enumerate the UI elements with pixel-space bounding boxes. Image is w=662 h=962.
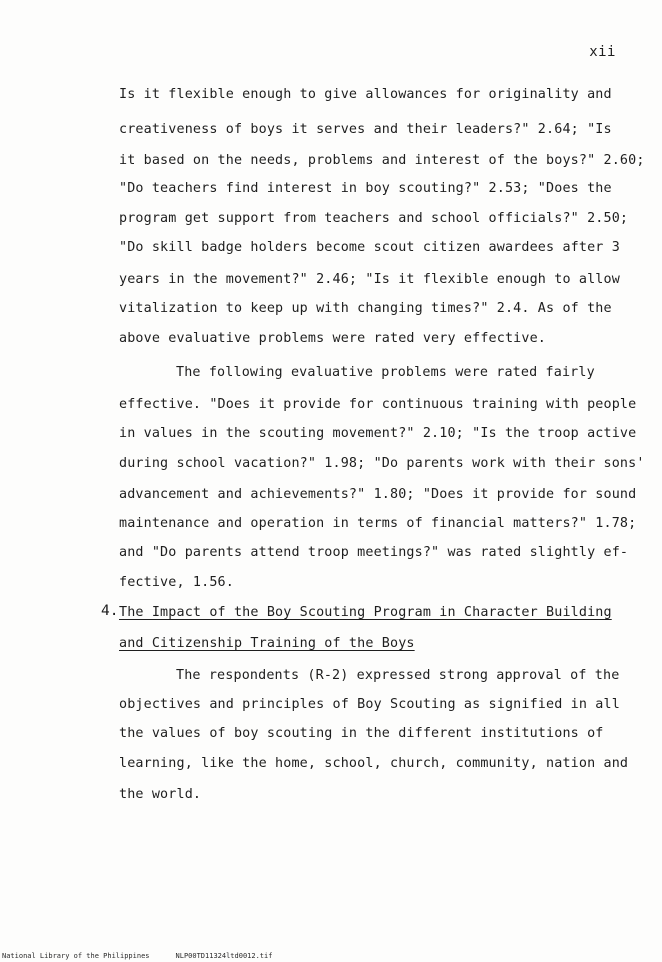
section-heading-line-1: The Impact of the Boy Scouting Program in Character Building bbox=[119, 605, 612, 620]
paragraph-line: effective. "Does it provide for continuous training with people bbox=[119, 397, 637, 412]
paragraph-line: "Do skill badge holders become scout citizen awardees after 3 bbox=[119, 240, 620, 255]
section-number: 4. bbox=[101, 603, 119, 619]
library-credit: National Library of the Philippines bbox=[2, 952, 150, 960]
paragraph-line: and "Do parents attend troop meetings?" was rated slightly ef- bbox=[119, 545, 629, 560]
paragraph-line: advancement and achievements?" 1.80; "Does it provide for sound bbox=[119, 487, 637, 502]
file-reference: NLP00TD11324ltd0012.tif bbox=[175, 952, 273, 960]
paragraph-line: learning, like the home, school, church, community, nation and bbox=[119, 756, 629, 771]
scan-footer bbox=[2, 952, 272, 960]
paragraph-line: Is it flexible enough to give allowances for originality and bbox=[119, 87, 612, 102]
paragraph-line: above evaluative problems were rated very effective. bbox=[119, 331, 547, 346]
paragraph-line: objectives and principles of Boy Scouting as signified in all bbox=[119, 697, 620, 712]
paragraph-line: years in the movement?" 2.46; "Is it flexible enough to allow bbox=[119, 272, 620, 287]
paragraph-line: during school vacation?" 1.98; "Do parents work with their sons' bbox=[119, 456, 645, 471]
paragraph-first-line: The respondents (R-2) expressed strong approval of the bbox=[176, 668, 620, 683]
paragraph-line: program get support from teachers and school officials?" 2.50; bbox=[119, 211, 629, 226]
paragraph-line: vitalization to keep up with changing times?" 2.4. As of the bbox=[119, 301, 612, 316]
paragraph-line: creativeness of boys it serves and their leaders?" 2.64; "Is bbox=[119, 122, 612, 137]
paragraph-line: maintenance and operation in terms of financial matters?" 1.78; bbox=[119, 516, 637, 531]
paragraph-line: the world. bbox=[119, 787, 202, 802]
paragraph-line: fective, 1.56. bbox=[119, 575, 234, 590]
page-number: xii bbox=[589, 44, 616, 60]
paragraph-line: it based on the needs, problems and interest of the boys?" 2.60; bbox=[119, 153, 645, 168]
paragraph-line: "Do teachers find interest in boy scouting?" 2.53; "Does the bbox=[119, 181, 612, 196]
paragraph-line: in values in the scouting movement?" 2.10; "Is the troop active bbox=[119, 426, 637, 441]
section-heading-line-2: and Citizenship Training of the Boys bbox=[119, 636, 415, 651]
paragraph-line: the values of boy scouting in the different institutions of bbox=[119, 726, 604, 741]
paragraph-first-line: The following evaluative problems were rated fairly bbox=[176, 365, 595, 380]
